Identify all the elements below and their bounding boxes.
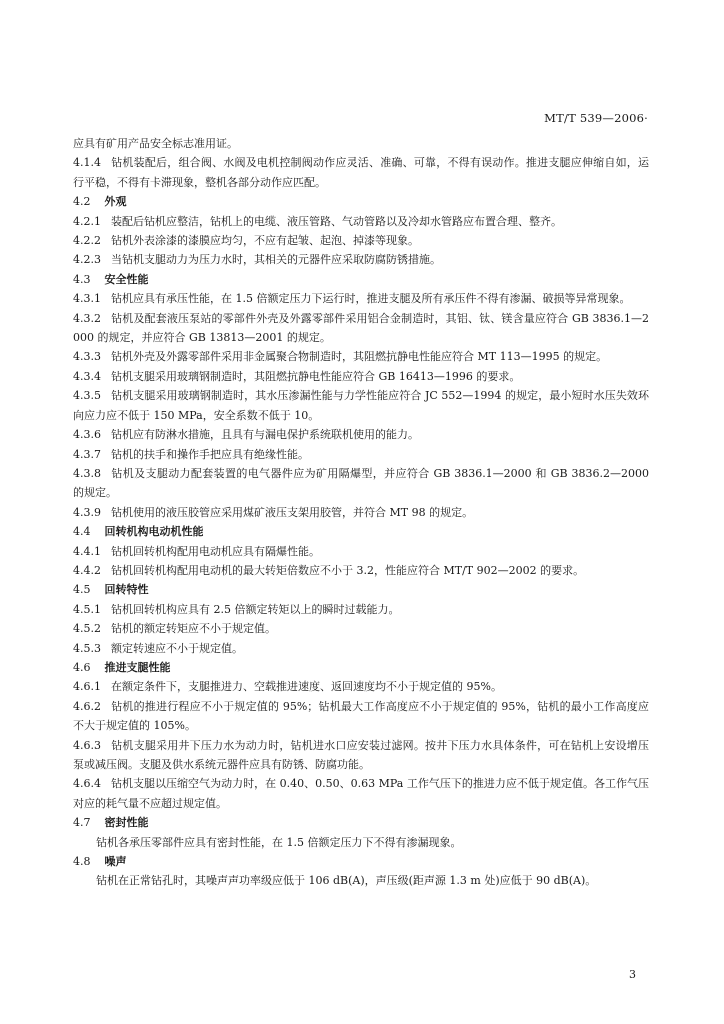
standard-code: MT/T 539—2006· [544,111,648,125]
clause-paragraph [73,367,649,386]
clause-paragraph [73,503,649,522]
clause-text: 钻机各承压零部件应具有密封性能，在 1.5 倍额定压力下不得有渗漏现象。 [96,835,462,849]
clause-text: 额定转速应不小于规定值。 [111,641,243,655]
section-heading [73,813,649,832]
clause-number: 4.6.4 [73,777,101,791]
clause-text: 当钻机支腿动力为压力水时，其相关的元器件应采取防腐防锈措施。 [111,253,441,267]
clause-number: 4.4 [73,525,91,539]
clause-paragraph [73,445,649,464]
clause-number: 4.3.5 [73,389,101,403]
clause-paragraph [73,212,649,231]
clause-paragraph [73,639,649,658]
section-heading [73,852,649,871]
clause-text: 钻机支腿采用井下压力水为动力时，钻机进水口应安装过滤网。按井下压力水具体条件，可在钻机上安设增压泵或减压阀。支腿及供水系统元器件应具有防锈、防腐功能。 [73,738,649,771]
clause-text: 钻机使用的液压胶管应采用煤矿液压支架用胶管，并符合 MT 98 的规定。 [111,505,474,519]
clause-paragraph [73,561,649,580]
clause-text: 回转特性 [104,583,149,597]
clause-number: 4.5.1 [73,602,101,616]
clause-paragraph [73,231,649,250]
paragraph [73,833,649,852]
clause-text: 钻机装配后，组合阀、水阀及电机控制阀动作应灵活、准确、可靠，不得有误动作。推进支腿应伸缩自如，运行平稳，不得有卡滞现象，整机各部分动作应匹配。 [73,156,649,189]
clause-text: 推进支腿性能 [104,660,171,674]
clause-text: 钻机回转机构应具有 2.5 倍额定转矩以上的瞬时过载能力。 [111,602,400,616]
section-heading [73,192,649,211]
clause-text: 钻机外壳及外露零部件采用非金属聚合物制造时，其阻燃抗静电性能应符合 MT 113—1995 的规定。 [111,350,608,364]
clause-paragraph [73,600,649,619]
clause-paragraph [73,736,649,775]
section-heading [73,658,649,677]
clause-text: 在额定条件下，支腿推进力、空载推进速度、返回速度均不小于规定值的 95%。 [111,680,502,694]
clause-text: 钻机的额定转矩应不小于规定值。 [111,622,276,636]
clause-paragraph [73,309,649,348]
clause-number: 4.3 [73,272,91,286]
clause-paragraph [73,386,649,425]
clause-paragraph [73,250,649,269]
clause-paragraph [73,619,649,638]
clause-paragraph [73,464,649,503]
clause-text: 钻机及配套液压泵站的零部件外壳及外露零部件采用铝合金制造时，其铝、钛、镁含量应符合 GB 3836.1—2000 的规定，并应符合 GB 13813—2001 的规定。 [73,311,649,345]
clause-paragraph [73,134,649,153]
clause-number: 4.3.4 [73,369,101,383]
clause-number: 4.2.2 [73,234,101,248]
clause-text: 钻机外表涂漆的漆膜应均匀，不应有起皱、起泡、掉漆等现象。 [111,234,419,248]
clause-number: 4.3.6 [73,428,101,442]
clause-number: 4.4.1 [73,544,101,558]
document-body [73,134,649,891]
section-heading [73,270,649,289]
page-number: 3 [629,968,636,981]
clause-number: 4.5 [73,583,91,597]
clause-text: 钻机的扶手和操作手把应具有绝缘性能。 [111,447,309,461]
clause-paragraph [73,542,649,561]
clause-number: 4.5.3 [73,641,101,655]
clause-number: 4.5.2 [73,622,101,636]
clause-number: 4.3.1 [73,292,101,306]
clause-number: 4.7 [73,816,91,830]
clause-number: 4.2.1 [73,214,101,228]
clause-paragraph [73,774,649,813]
clause-number: 4.8 [73,855,91,869]
section-heading [73,580,649,599]
clause-text: 钻机回转机构配用电动机应具有隔爆性能。 [111,544,320,558]
clause-paragraph [73,153,649,192]
clause-text: 外观 [104,195,127,209]
clause-number: 4.3.7 [73,447,101,461]
clause-number: 4.6 [73,660,91,674]
clause-number: 4.3.8 [73,466,101,480]
clause-text: 钻机应有防淋水措施，且具有与漏电保护系统联机使用的能力。 [111,428,419,442]
clause-paragraph [73,697,649,736]
clause-paragraph [73,289,649,308]
section-heading [73,522,649,541]
clause-number: 4.2.3 [73,253,101,267]
clause-number: 4.3.3 [73,350,101,364]
clause-paragraph [73,425,649,444]
clause-text: 噪声 [104,855,127,869]
clause-number: 4.1.4 [73,156,101,170]
clause-number: 4.3.9 [73,505,101,519]
clause-text: 钻机在正常钻孔时，其噪声声功率级应低于 106 dB(A)，声压级(距声源 1.3 m 处)应低于 90 dB(A)。 [96,874,597,888]
clause-number: 4.4.2 [73,563,101,577]
clause-text: 装配后钻机应整洁，钻机上的电缆、液压管路、气动管路以及冷却水管路应布置合理、整齐。 [111,214,562,228]
clause-number: 4.3.2 [73,311,101,325]
clause-number: 4.2 [73,195,91,209]
clause-paragraph [73,347,649,366]
clause-text: 钻机支腿以压缩空气为动力时，在 0.40、0.50、0.63 MPa 工作气压下的推进力应不低于规定值。各工作气压对应的耗气量不应超过规定值。 [73,777,649,810]
clause-text: 钻机回转机构配用电动机的最大转矩倍数应不小于 3.2，性能应符合 MT/T 902—2002 的要求。 [111,563,585,577]
clause-text: 钻机的推进行程应不小于规定值的 95%；钻机最大工作高度应不小于规定值的 95%，钻机的最小工作高度应不大于规定值的 105%。 [73,699,649,733]
clause-text: 钻机应具有承压性能，在 1.5 倍额定压力下运行时，推进支腿及所有承压件不得有渗漏、破损等异常现象。 [111,292,631,306]
paragraph [73,871,649,890]
clause-text: 安全性能 [104,272,149,286]
clause-number: 4.6.3 [73,738,101,752]
clause-text: 回转机构电动机性能 [104,525,204,539]
clause-number: 4.6.2 [73,699,101,713]
clause-text: 钻机支腿采用玻璃钢制造时，其阻燃抗静电性能应符合 GB 16413—1996 的要求。 [111,369,521,383]
clause-text: 钻机及支腿动力配套装置的电气器件应为矿用隔爆型，并应符合 GB 3836.1—2000 和 GB 3836.2—2000 的规定。 [73,466,649,500]
clause-text: 密封性能 [104,816,149,830]
clause-number: 4.6.1 [73,680,101,694]
clause-text: 钻机支腿采用玻璃钢制造时，其水压渗漏性能与力学性能应符合 JC 552—1994 的规定，最小短时水压失效环向应力应不低于 150 MPa，安全系数不低于 10。 [73,389,649,422]
clause-text: 应具有矿用产品安全标志准用证。 [73,137,238,150]
clause-paragraph [73,677,649,696]
